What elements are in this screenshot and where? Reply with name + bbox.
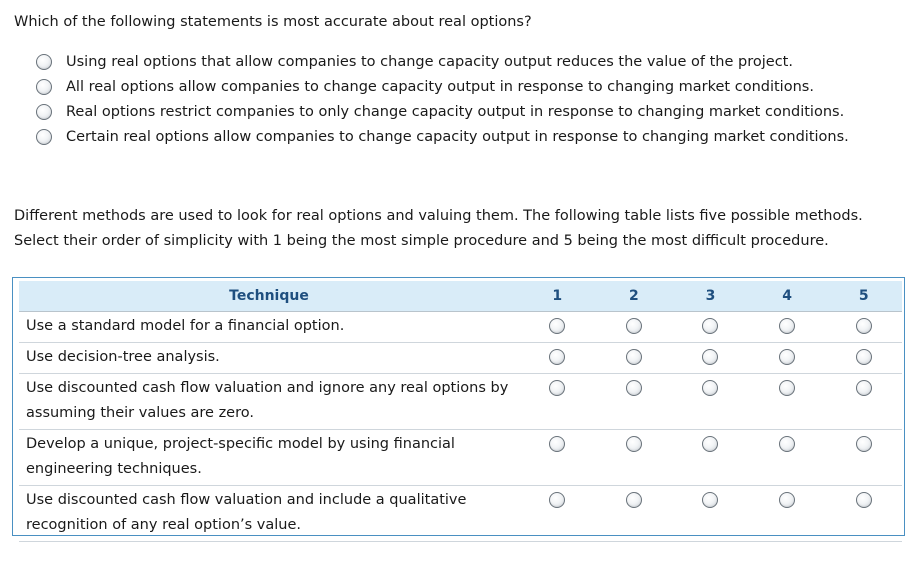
radio-button[interactable] xyxy=(626,318,642,334)
radio-button[interactable] xyxy=(702,380,718,396)
rank-cell xyxy=(596,343,673,374)
table-row xyxy=(19,374,902,430)
question-1 xyxy=(14,12,532,32)
ranking-table-frame xyxy=(12,277,905,536)
rank-cell xyxy=(825,374,902,430)
radio-button[interactable] xyxy=(36,129,52,145)
radio-button[interactable] xyxy=(626,349,642,365)
question-2-text-line: Select their order of simplicity with 1 being the most simple procedure and 5 being the most difficult procedure. xyxy=(14,233,829,249)
radio-button[interactable] xyxy=(856,436,872,452)
table-header-row xyxy=(19,281,902,312)
answer-option[interactable] xyxy=(36,74,849,99)
radio-button[interactable] xyxy=(36,104,52,120)
rank-cell xyxy=(596,374,673,430)
radio-button[interactable] xyxy=(36,54,52,70)
radio-button[interactable] xyxy=(702,349,718,365)
answer-options xyxy=(36,49,849,149)
radio-button[interactable] xyxy=(779,492,795,508)
radio-button[interactable] xyxy=(856,349,872,365)
rank-cell xyxy=(749,486,826,542)
radio-button[interactable] xyxy=(856,318,872,334)
technique-label: Develop a unique, project-specific model by using financial engineering techniques. xyxy=(19,430,519,486)
ranking-table xyxy=(19,281,902,542)
header-rank-2: 2 xyxy=(596,281,673,312)
radio-button[interactable] xyxy=(549,436,565,452)
header-rank-3: 3 xyxy=(672,281,749,312)
radio-button[interactable] xyxy=(779,349,795,365)
radio-button[interactable] xyxy=(856,492,872,508)
technique-label: Use discounted cash flow valuation and include a qualitative recognition of any real option’s value. xyxy=(19,486,519,542)
rank-cell xyxy=(749,374,826,430)
rank-cell xyxy=(825,312,902,343)
radio-button[interactable] xyxy=(779,436,795,452)
answer-option[interactable] xyxy=(36,99,849,124)
answer-option-label[interactable]: Certain real options allow companies to change capacity output in response to changing market conditions. xyxy=(66,128,849,145)
answer-option-label[interactable]: Using real options that allow companies to change capacity output reduces the value of the project. xyxy=(66,53,793,70)
question-2 xyxy=(14,204,904,254)
rank-cell xyxy=(519,312,596,343)
radio-button[interactable] xyxy=(549,318,565,334)
table-row xyxy=(19,312,902,343)
rank-cell xyxy=(825,486,902,542)
rank-cell xyxy=(672,343,749,374)
rank-cell xyxy=(596,312,673,343)
radio-button[interactable] xyxy=(856,380,872,396)
question-1-prompt: Which of the following statements is most accurate about real options? xyxy=(14,14,532,30)
technique-label: Use discounted cash flow valuation and ignore any real options by assuming their values are zero. xyxy=(19,374,519,430)
rank-cell xyxy=(672,430,749,486)
rank-cell xyxy=(749,343,826,374)
rank-cell xyxy=(672,486,749,542)
table-row xyxy=(19,430,902,486)
radio-button[interactable] xyxy=(779,318,795,334)
radio-button[interactable] xyxy=(779,380,795,396)
header-rank-5: 5 xyxy=(825,281,902,312)
radio-button[interactable] xyxy=(549,380,565,396)
radio-button[interactable] xyxy=(36,79,52,95)
table-row xyxy=(19,486,902,542)
rank-cell xyxy=(519,374,596,430)
question-2-prompt xyxy=(14,204,904,254)
header-rank-1: 1 xyxy=(519,281,596,312)
question-2-text-line: Different methods are used to look for real options and valuing them. The following table lists five possible methods. xyxy=(14,208,863,224)
rank-cell xyxy=(519,343,596,374)
technique-label: Use a standard model for a financial option. xyxy=(19,312,519,343)
answer-option[interactable] xyxy=(36,124,849,149)
rank-cell xyxy=(825,343,902,374)
rank-cell xyxy=(749,430,826,486)
radio-button[interactable] xyxy=(549,492,565,508)
rank-cell xyxy=(596,486,673,542)
header-technique: Technique xyxy=(19,281,519,312)
radio-button[interactable] xyxy=(626,492,642,508)
rank-cell xyxy=(519,486,596,542)
rank-cell xyxy=(749,312,826,343)
answer-option-label[interactable]: All real options allow companies to change capacity output in response to changing market conditions. xyxy=(66,78,814,95)
rank-cell xyxy=(596,430,673,486)
header-rank-4: 4 xyxy=(749,281,826,312)
radio-button[interactable] xyxy=(626,436,642,452)
radio-button[interactable] xyxy=(702,492,718,508)
rank-cell xyxy=(519,430,596,486)
answer-option-label[interactable]: Real options restrict companies to only change capacity output in response to changing market conditions. xyxy=(66,103,845,120)
radio-button[interactable] xyxy=(702,436,718,452)
rank-cell xyxy=(672,312,749,343)
answer-option[interactable] xyxy=(36,49,849,74)
radio-button[interactable] xyxy=(549,349,565,365)
radio-button[interactable] xyxy=(702,318,718,334)
rank-cell xyxy=(825,430,902,486)
table-row xyxy=(19,343,902,374)
rank-cell xyxy=(672,374,749,430)
radio-button[interactable] xyxy=(626,380,642,396)
technique-label: Use decision-tree analysis. xyxy=(19,343,519,374)
